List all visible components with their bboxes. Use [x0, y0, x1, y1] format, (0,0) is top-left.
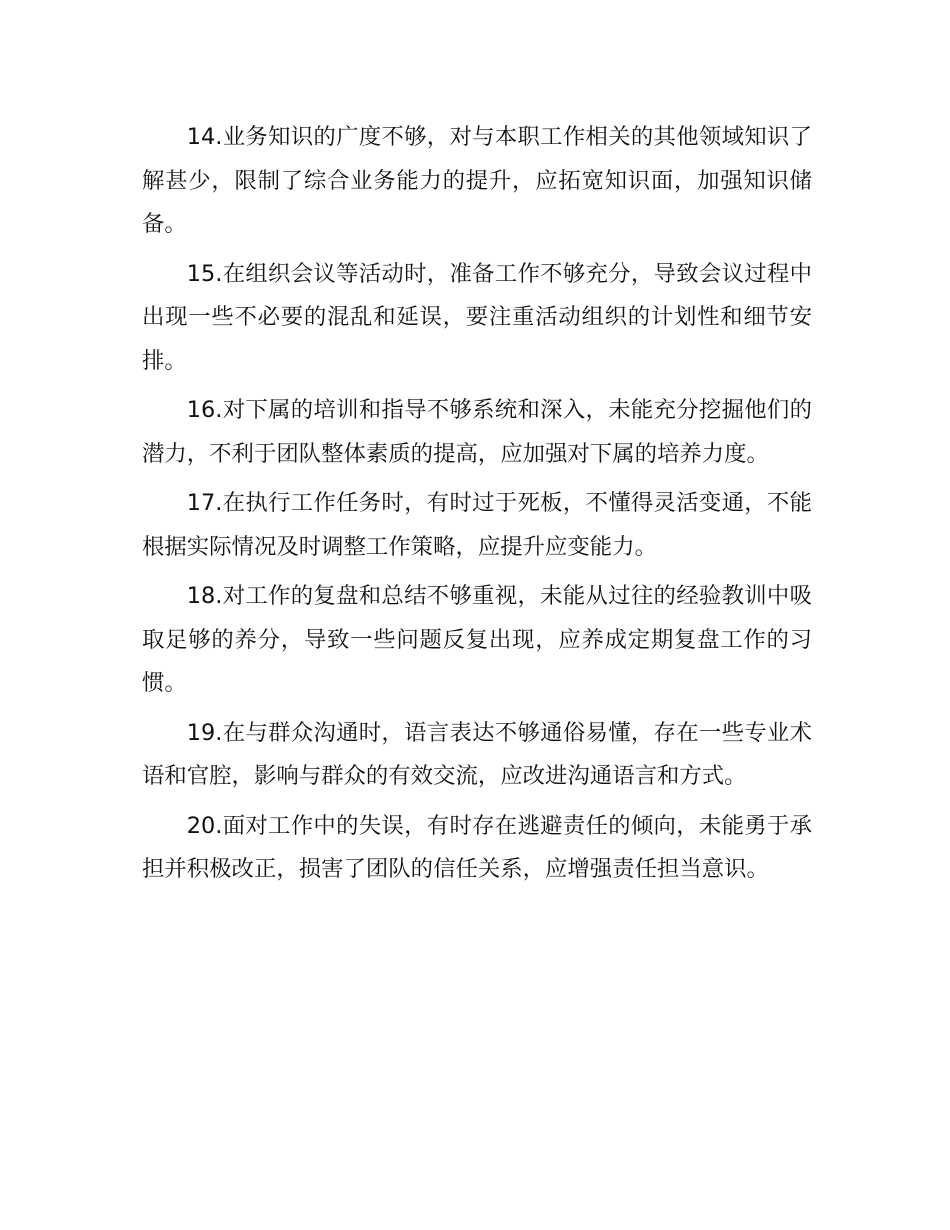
paragraph-20: 20.面对工作中的失误，有时存在逃避责任的倾向，未能勇于承担并积极改正，损害了团队的信任关系，应增强责任担当意识。 [142, 812, 812, 882]
paragraph-17: 17.在执行工作任务时，有时过于死板，不懂得灵活变通，不能根据实际情况及时调整工作策略，应提升应变能力。 [142, 490, 812, 560]
paragraph-18: 18.对工作的复盘和总结不够重视，未能从过往的经验教训中吸取足够的养分，导致一些问题反复出现，应养成定期复盘工作的习惯。 [142, 583, 812, 696]
document-body [142, 116, 812, 898]
paragraph-16: 16.对下属的培训和指导不够系统和深入，未能充分挖掘他们的潜力，不利于团队整体素质的提高，应加强对下属的培养力度。 [142, 397, 812, 467]
paragraph-14: 14.业务知识的广度不够，对与本职工作相关的其他领域知识了解甚少，限制了综合业务能力的提升，应拓宽知识面，加强知识储备。 [142, 124, 812, 237]
paragraph-19: 19.在与群众沟通时，语言表达不够通俗易懂，存在一些专业术语和官腔，影响与群众的有效交流，应改进沟通语言和方式。 [142, 719, 812, 789]
paragraph-15: 15.在组织会议等活动时，准备工作不够充分，导致会议过程中出现一些不必要的混乱和延误，要注重活动组织的计划性和细节安排。 [142, 260, 812, 374]
